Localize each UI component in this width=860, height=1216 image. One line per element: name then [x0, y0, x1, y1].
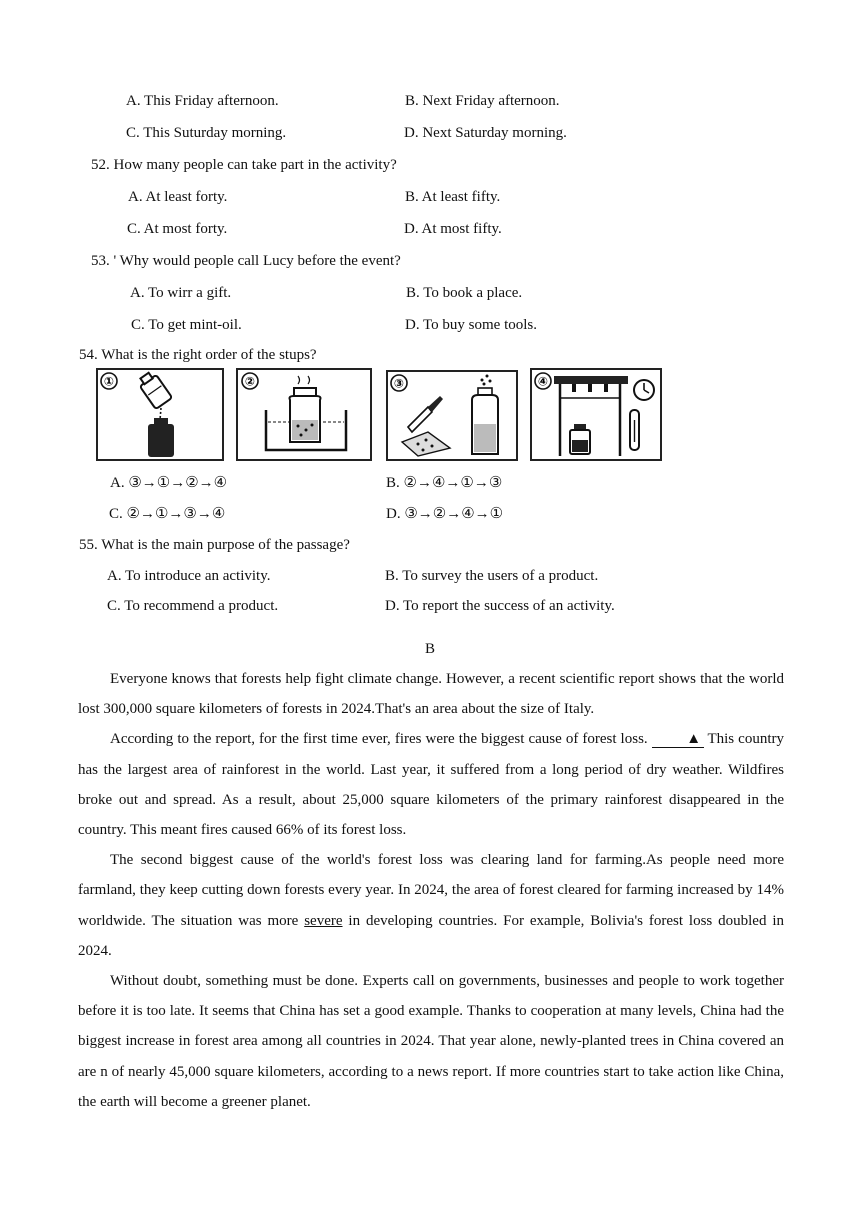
- paragraph-3-after: in developing countries. For example, Bolivia's forest loss doubled in 2024.: [78, 912, 785, 959]
- q55-stem: 55. What is the main purpose of the passage?: [79, 537, 350, 553]
- step-picture-2: [236, 368, 372, 461]
- passage-b: [78, 664, 784, 1117]
- q52-option-b: B. At least fifty.: [405, 189, 501, 205]
- section-heading: B: [424, 641, 435, 657]
- q54-option-a: A. ③→①→②→④: [110, 475, 228, 491]
- picture-number: ③: [393, 376, 405, 391]
- q53-option-b: B. To book a place.: [406, 285, 523, 301]
- paragraph-3: [78, 845, 784, 966]
- q54-option-d: D. ③→②→④→①: [386, 506, 504, 522]
- water-bath-illustration: [238, 370, 370, 459]
- q51-option-a: A. This Friday afternoon.: [126, 93, 279, 109]
- q51-option-c: C. This Suturday morning.: [126, 125, 287, 141]
- picture-number: ①: [103, 374, 115, 389]
- q55-option-c: C. To recommend a product.: [107, 598, 279, 614]
- answer-blank[interactable]: [652, 731, 704, 748]
- q53-option-d: D. To buy some tools.: [405, 317, 538, 333]
- q54-option-c: C. ②→①→③→④: [109, 506, 226, 522]
- underlined-word: severe: [304, 912, 343, 929]
- step-picture-3: [386, 370, 518, 461]
- q55-option-a: A. To introduce an activity.: [107, 568, 271, 584]
- paragraph-1: Everyone knows that forests help fight climate change. However, a recent scientific report shows that the world lost 300,000 square kilometers of forests in 2024.That's an area about the size of Italy.: [78, 671, 784, 718]
- paragraph-2-after: This country has the largest area of rainforest in the world. Last year, it suffered from a long period of dry weather. Wildfires broke out and spread. As a result, about 25,000 square kilometers of the primary rainforest disappeared in the country. This meant fires caused 66% of its forest loss.: [78, 731, 785, 839]
- q54-stem: 54. What is the right order of the stups?: [79, 347, 317, 363]
- paragraph-2-before: According to the report, for the first time ever, fires were the biggest cause of forest loss.: [110, 731, 652, 748]
- q51-option-b: B. Next Friday afternoon.: [405, 93, 560, 109]
- picture-number: ④: [537, 374, 549, 389]
- q52-stem: 52. How many people can take part in the activity?: [91, 157, 397, 173]
- q55-option-b: B. To survey the users of a product.: [385, 568, 599, 584]
- q52-option-d: D. At most fifty.: [404, 221, 502, 237]
- paragraph-3-before: The second biggest cause of the world's forest loss was clearing land for farming.As people need more farmland, they keep cutting down forests every year. In 2024, the area of forest cleared for farming increased by 14% worldwide. The situation was more: [78, 852, 784, 929]
- pour-oil-illustration: [98, 370, 222, 459]
- step-picture-4: [530, 368, 662, 461]
- q55-option-d: D. To report the success of an activity.: [385, 598, 615, 614]
- chop-leaves-illustration: [388, 372, 516, 459]
- picture-number: ②: [244, 374, 256, 389]
- q54-option-b: B. ②→④→①→③: [386, 475, 503, 491]
- paragraph-2: [78, 724, 784, 845]
- q52-option-a: A. At least forty.: [128, 189, 228, 205]
- q52-option-c: C. At most forty.: [127, 221, 228, 237]
- q53-stem: 53. ' Why would people call Lucy before the event?: [91, 253, 401, 269]
- q51-option-d: D. Next Saturday morning.: [404, 125, 567, 141]
- q53-option-a: A. To wirr a gift.: [130, 285, 232, 301]
- step-picture-1: [96, 368, 224, 461]
- store-jar-illustration: [532, 370, 660, 459]
- blank-marker-icon: ▲: [686, 731, 702, 748]
- q53-option-c: C. To get mint-oil.: [131, 317, 242, 333]
- paragraph-4: Without doubt, something must be done. Experts call on governments, businesses and people to work together before it is too late. It seems that China has set a good example. Thanks to cooperation at many levels, China had the biggest increase in forest area among all countries in 2024. That year alone, newly-planted trees in China covered an are n of nearly 45,000 square kilometers, according to a news report. If more countries start to take action like China, the earth will become a greener planet.: [78, 973, 784, 1110]
